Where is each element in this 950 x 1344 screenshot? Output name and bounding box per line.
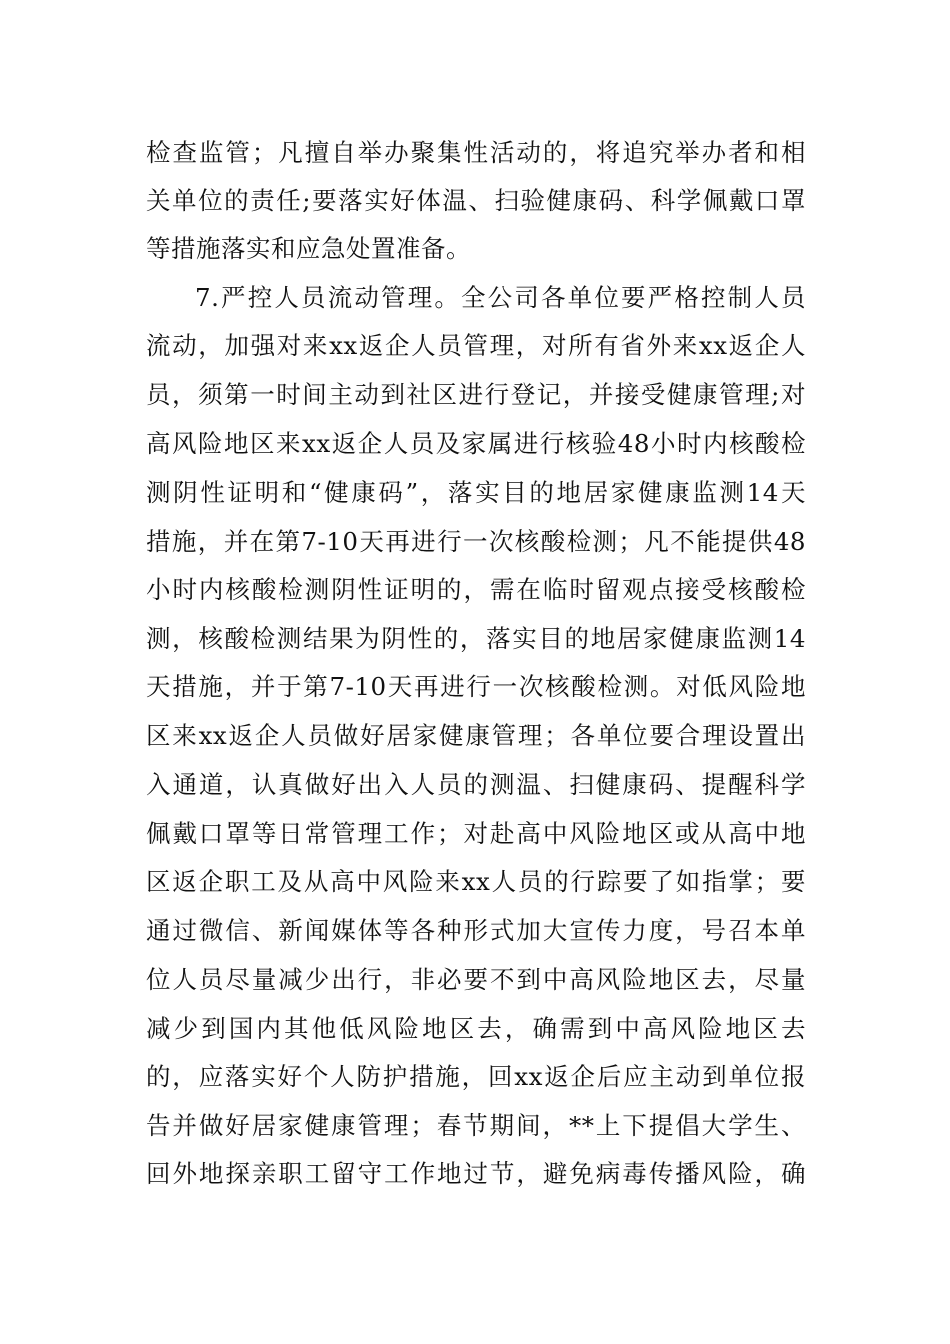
text-line: 区返企职工及从高中风险来xx人员的行踪要了如指掌；要	[146, 867, 806, 896]
text-line: 检查监管；凡擅自举办聚集性活动的，将追究举办者和相	[146, 138, 806, 167]
text-line: 等措施落实和应急处置准备。	[146, 234, 471, 263]
text-line: 流动，加强对来xx返企人员管理，对所有省外来xx返企人	[146, 331, 806, 360]
text-line: 天措施，并于第7-10天再进行一次核酸检测。对低风险地	[146, 672, 806, 701]
text-line: 位人员尽量减少出行，非必要不到中高风险地区去，尽量	[146, 965, 806, 994]
text-line: 减少到国内其他低风险地区去，确需到中高风险地区去	[146, 1014, 806, 1043]
text-line: 措施，并在第7-10天再进行一次核酸检测；凡不能提供48	[146, 527, 806, 556]
text-line: 测阴性证明和“健康码”，落实目的地居家健康监测14天	[146, 478, 806, 507]
text-line: 通过微信、新闻媒体等各种形式加大宣传力度，号召本单	[146, 916, 806, 945]
text-line: 关单位的责任;要落实好体温、扫验健康码、科学佩戴口罩	[146, 186, 806, 215]
text-line: 告并做好居家健康管理；春节期间，**上下提倡大学生、	[146, 1111, 806, 1140]
text-line: 高风险地区来xx返企人员及家属进行核验48小时内核酸检	[146, 429, 806, 458]
text-line: 测，核酸检测结果为阴性的，落实目的地居家健康监测14	[146, 624, 806, 653]
text-line: 佩戴口罩等日常管理工作；对赴高中风险地区或从高中地	[146, 819, 806, 848]
text-line: 回外地探亲职工留守工作地过节，避免病毒传播风险，确	[146, 1159, 806, 1188]
text-line: 入通道，认真做好出入人员的测温、扫健康码、提醒科学	[146, 770, 806, 799]
text-line: 7.严控人员流动管理。全公司各单位要严格控制人员	[195, 283, 806, 312]
text-line: 区来xx返企人员做好居家健康管理；各单位要合理设置出	[146, 721, 806, 750]
text-line: 小时内核酸检测阴性证明的，需在临时留观点接受核酸检	[146, 575, 806, 604]
text-line: 的，应落实好个人防护措施，回xx返企后应主动到单位报	[146, 1062, 806, 1091]
text-line: 员，须第一时间主动到社区进行登记，并接受健康管理;对	[146, 380, 806, 409]
